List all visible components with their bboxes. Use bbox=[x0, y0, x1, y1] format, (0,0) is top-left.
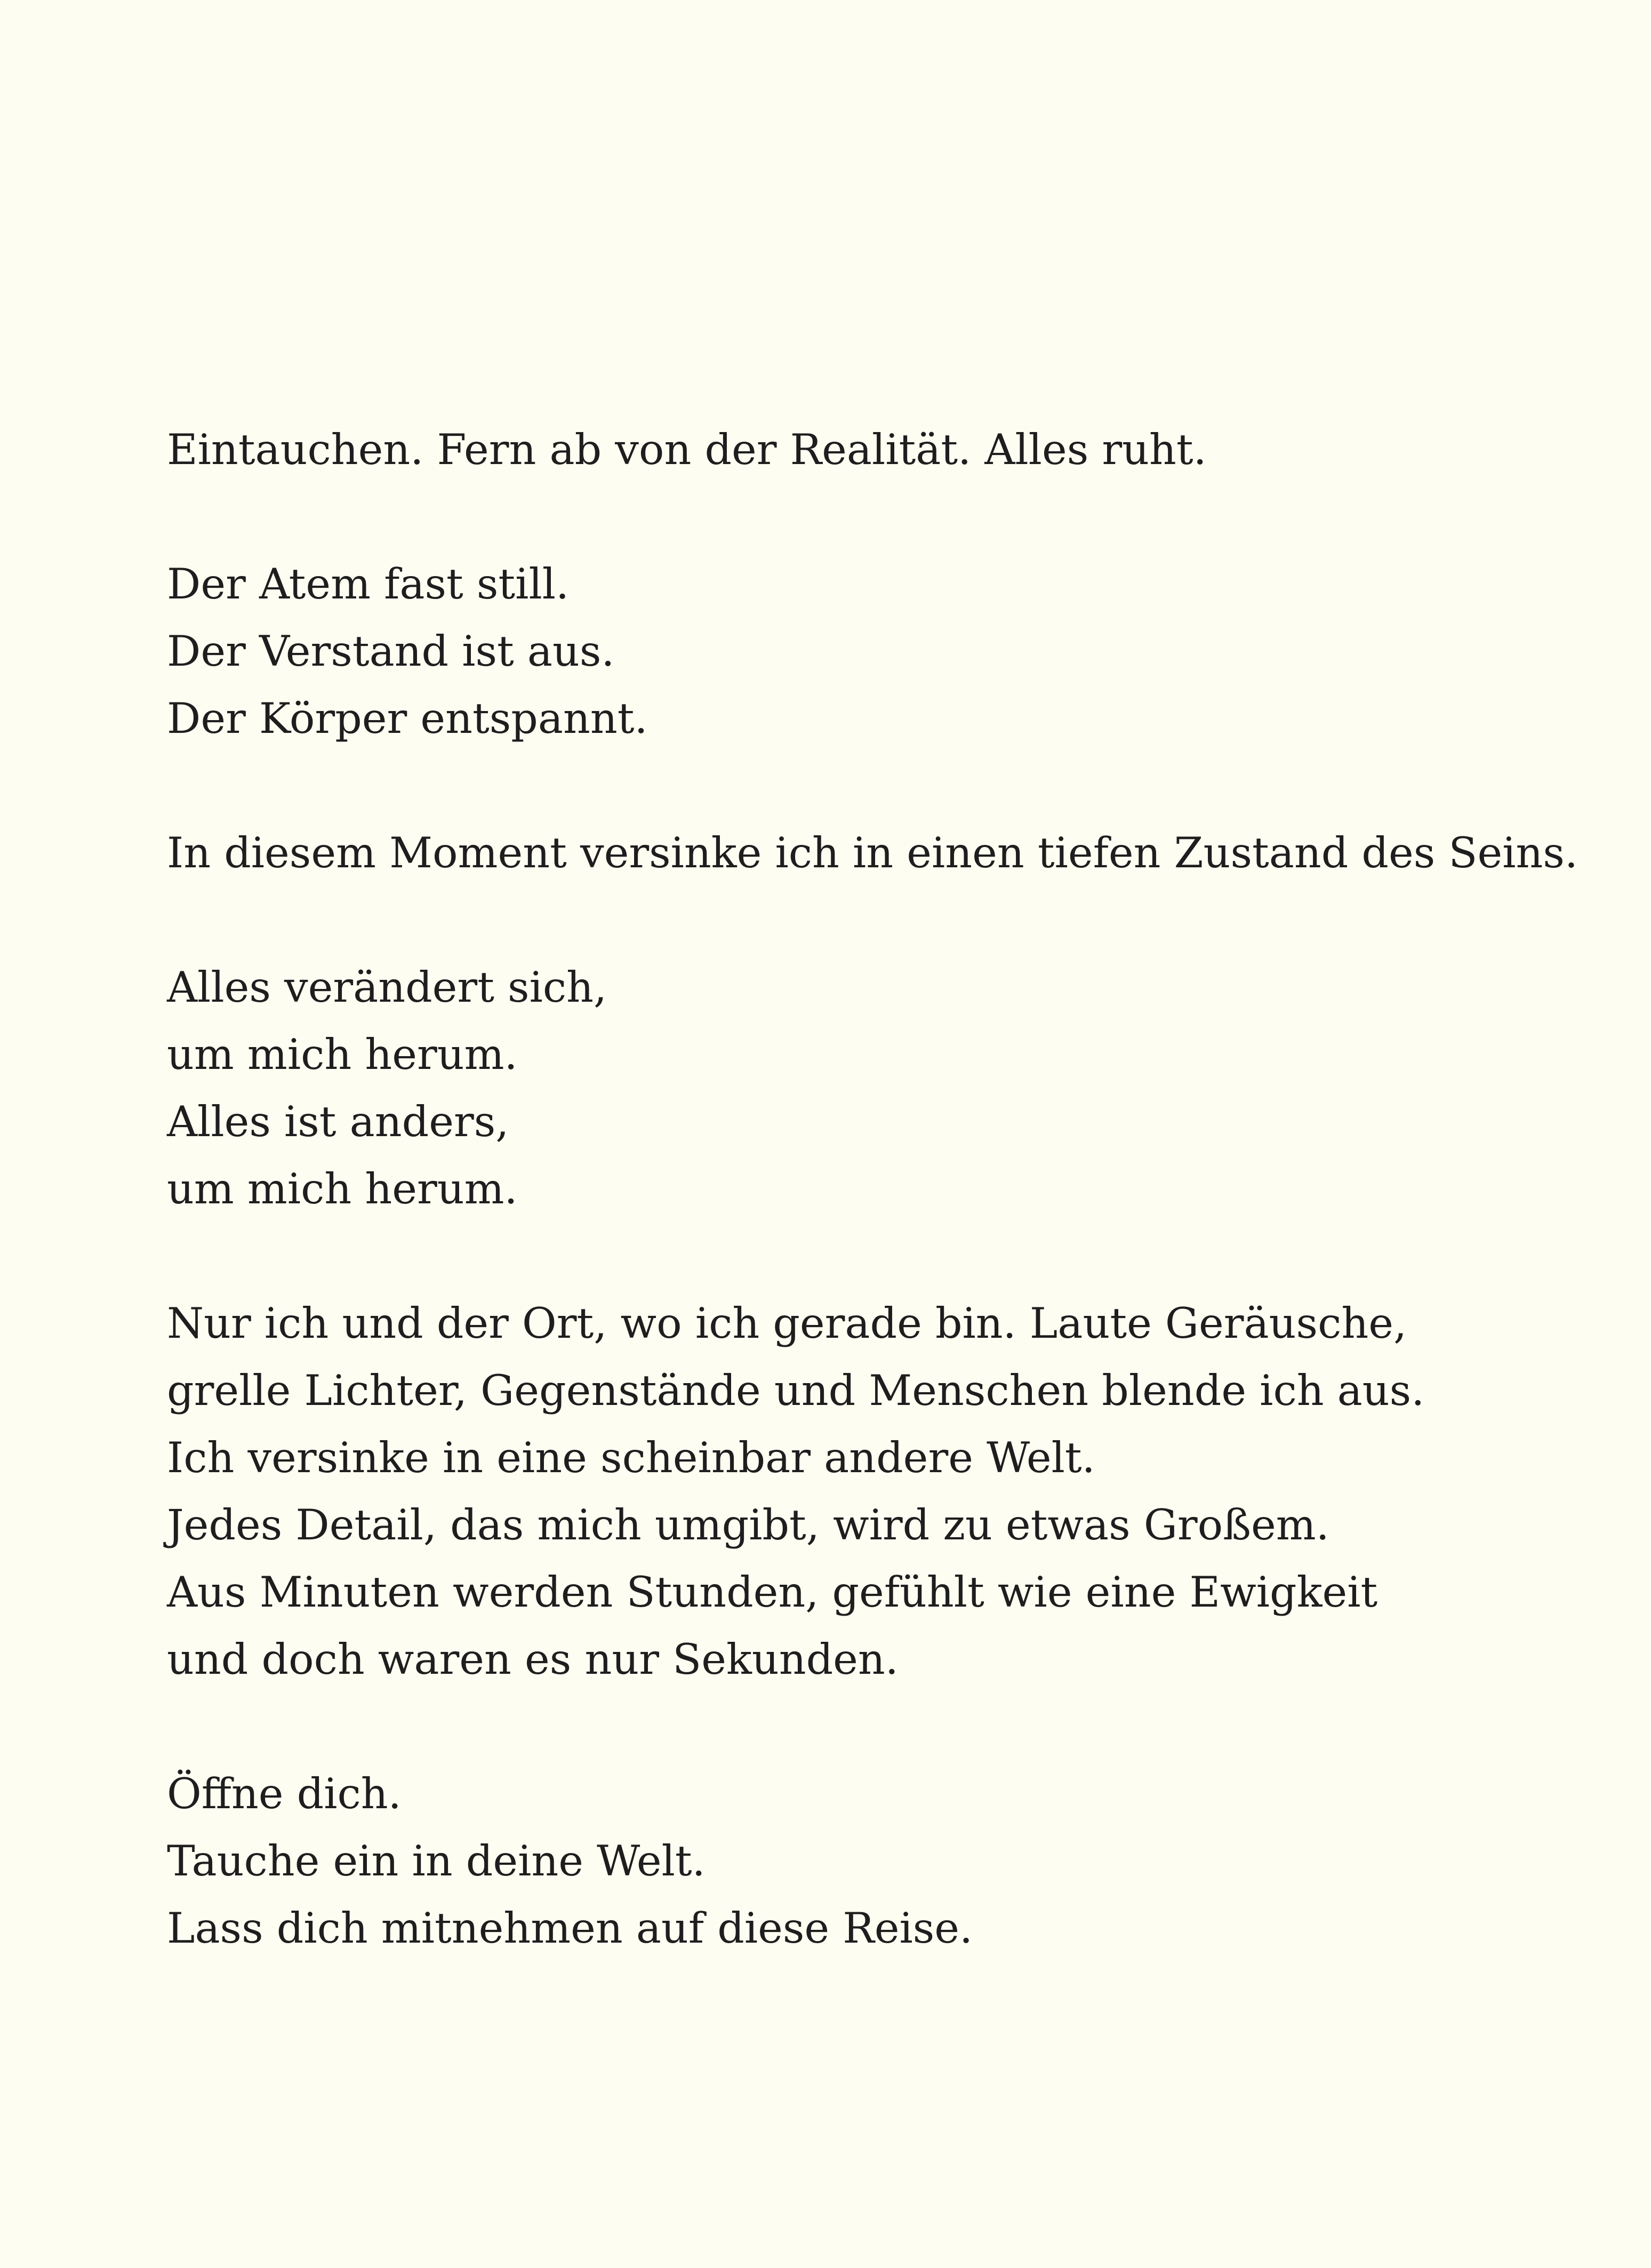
poem-line: In diesem Moment versinke ich in einen tiefen Zustand des Seins. bbox=[167, 828, 1578, 877]
poem-line: Tauche ein in deine Welt. bbox=[167, 1836, 706, 1886]
poem-line: Öffne dich. bbox=[167, 1769, 402, 1818]
stanza-6 bbox=[167, 1760, 1607, 1962]
poem-line: Aus Minuten werden Stunden, gefühlt wie eine Ewigkeit bbox=[167, 1568, 1378, 1617]
poem-line: Jedes Detail, das mich umgibt, wird zu etwas Großem. bbox=[167, 1500, 1329, 1550]
poem-line: Lass dich mitnehmen auf diese Reise. bbox=[167, 1904, 973, 1953]
stanza-5 bbox=[167, 1290, 1607, 1693]
stanza-1 bbox=[167, 416, 1607, 483]
poem-line: Der Verstand ist aus. bbox=[167, 627, 615, 676]
poem-line: Alles ist anders, bbox=[167, 1097, 509, 1146]
stanza-2 bbox=[167, 550, 1607, 752]
stanza-3 bbox=[167, 819, 1607, 887]
poem-line: um mich herum. bbox=[167, 1030, 518, 1079]
poem-line: Alles verändert sich, bbox=[167, 963, 607, 1012]
poem-body bbox=[167, 416, 1607, 1962]
poem-line: Nur ich und der Ort, wo ich gerade bin. Laute Geräusche, bbox=[167, 1299, 1407, 1348]
poem-line: Der Körper entspannt. bbox=[167, 694, 648, 743]
poem-line: und doch waren es nur Sekunden. bbox=[167, 1635, 899, 1684]
stanza-4 bbox=[167, 954, 1607, 1223]
poem-line: Eintauchen. Fern ab von der Realität. Alles ruht. bbox=[167, 425, 1207, 474]
poem-line: Der Atem fast still. bbox=[167, 560, 570, 609]
poem-line: Ich versinke in eine scheinbar andere Welt. bbox=[167, 1433, 1095, 1482]
poem-line: um mich herum. bbox=[167, 1164, 518, 1213]
poem-line: grelle Lichter, Gegenstände und Menschen blende ich aus. bbox=[167, 1366, 1425, 1415]
